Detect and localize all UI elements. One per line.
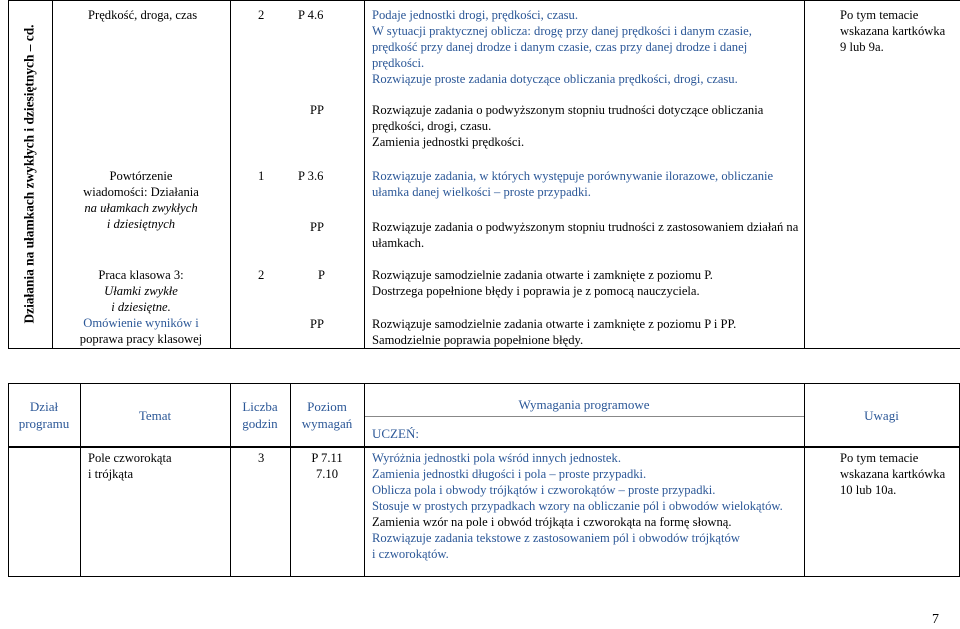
vertical-section-label: Działania na ułamkach zwykłych i dziesiętnych – cd. bbox=[22, 24, 38, 324]
topic-area-quadrilateral-triangle: Pole czworokąta i trójkąta bbox=[88, 451, 172, 481]
header-topic: Temat bbox=[138, 408, 172, 423]
header-level: Poziom wymagań bbox=[301, 399, 353, 431]
level-row2-a: P 3.6 bbox=[298, 169, 324, 183]
header-section: Dział programu bbox=[18, 399, 70, 431]
header-student: UCZEŃ: bbox=[372, 426, 419, 441]
level-row3-a: P bbox=[318, 268, 326, 282]
header-notes: Uwagi bbox=[864, 408, 899, 423]
notes-area: Po tym temacie wskazana kartkówka 10 lub 10a. bbox=[840, 451, 946, 497]
hours-area: 3 bbox=[258, 451, 265, 465]
topic-speed-distance-time: Prędkość, droga, czas bbox=[88, 8, 198, 22]
topic-review: Powtórzenie wiadomości: Działania na ułamkach zwykłych i dziesiętnych bbox=[83, 169, 199, 231]
requirements-row3-a: Rozwiązuje samodzielnie zadania otwarte i zamknięte z poziomu P. Dostrzega popełnione błędy i poprawia je z pomocą nauczyciela. bbox=[372, 268, 713, 298]
topic-test-3: Praca klasowa 3: Ułamki zwykłe i dziesiętne. Omówienie wyników i poprawa pracy klasowej bbox=[79, 268, 203, 346]
hours-row2: 1 bbox=[258, 169, 265, 183]
header-requirements: Wymagania programowe bbox=[518, 397, 650, 412]
requirements-area: Wyróżnia jednostki pola wśród innych jednostek. Zamienia jednostki długości i pola – proste przypadki. Oblicza pola i obwody trójkątów i czworokątów – proste przypadki. Stosuje w prostych przypadkach wzory na obliczanie pól i obwodów wielokątów. Zamienia wzór na pole i obwód trójkąta i czworokąta na formę słowną. Rozwiązuje zadania tekstowe z zastosowaniem pól i obwodów trójkątów i czworokątów. bbox=[372, 451, 783, 561]
level-area: P 7.11 7.10 bbox=[311, 451, 343, 481]
notes-row1: Po tym temacie wskazana kartkówka 9 lub 9a. bbox=[840, 8, 946, 54]
level-row1-a: P 4.6 bbox=[298, 8, 324, 22]
requirements-row1-b: Rozwiązuje zadania o podwyższonym stopniu trudności dotyczące obliczania prędkości, drogi, czasu. Zamienia jednostki prędkości. bbox=[372, 103, 764, 149]
requirements-row3-b: Rozwiązuje samodzielnie zadania otwarte i zamknięte z poziomu P i PP. Samodzielnie poprawia popełnione błędy. bbox=[372, 317, 737, 347]
hours-row3: 2 bbox=[258, 268, 265, 282]
requirements-row2-a: Rozwiązuje zadania, w których występuje porównywanie ilorazowe, obliczanie ułamka danej wielkości – proste przypadki. bbox=[372, 169, 774, 199]
header-hours: Liczba godzin bbox=[242, 399, 278, 431]
page-number: 7 bbox=[932, 612, 939, 627]
requirements-row2-b: Rozwiązuje zadania o podwyższonym stopniu trudności z zastosowaniem działań na ułamkach. bbox=[372, 220, 799, 250]
level-row2-b: PP bbox=[310, 220, 325, 234]
level-row1-b: PP bbox=[310, 103, 325, 117]
requirements-row1-a: Podaje jednostki drogi, prędkości, czasu. W sytuacji praktycznej oblicza: drogę przy danej prędkości i danym czasie, prędkość przy danej drodze i danym czasie, czas przy danej drodze i danej prędkości. Rozwiązuje proste zadania dotyczące obliczania prędkości, drogi, czasu. bbox=[372, 8, 752, 86]
level-row3-b: PP bbox=[310, 317, 325, 331]
hours-row1: 2 bbox=[258, 8, 265, 22]
